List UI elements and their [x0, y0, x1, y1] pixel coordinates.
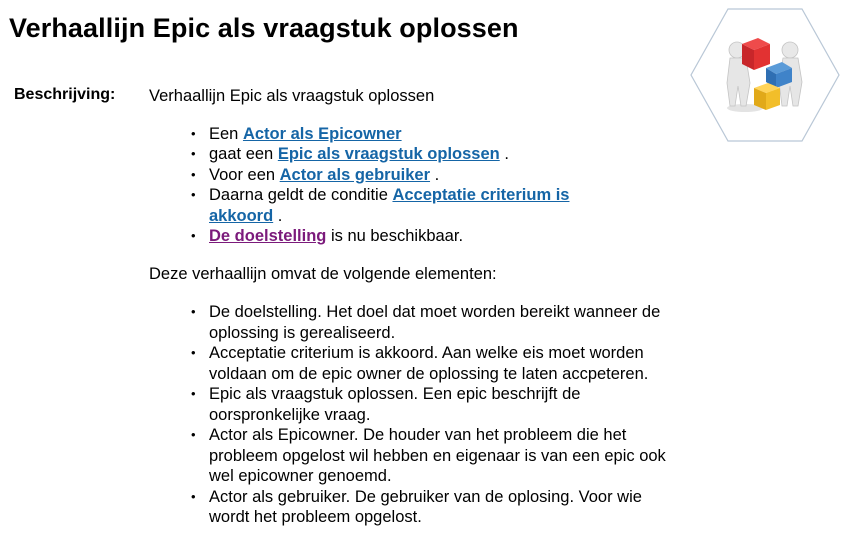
elements-list	[149, 302, 689, 528]
link-acceptatie-criterium-is-akkoord[interactable]: Acceptatie criterium is akkoord	[209, 186, 570, 225]
story-line-item: • De doelstelling is nu beschikbaar.	[149, 226, 609, 247]
puzzle-figures-icon	[690, 8, 840, 142]
story-line-item: • Een Actor als Epicowner	[149, 124, 609, 145]
link-de-doelstelling[interactable]: De doelstelling	[209, 227, 327, 245]
elements-intro: Deze verhaallijn omvat de volgende elementen:	[149, 264, 497, 283]
element-item: • Acceptatie criterium is akkoord. Aan welke eis moet worden voldaan om de epic owner de oplossing te laten accpeteren.	[149, 343, 679, 384]
story-line-item: • gaat een Epic als vraagstuk oplossen .	[149, 144, 609, 165]
description-text: Verhaallijn Epic als vraagstuk oplossen	[149, 87, 435, 105]
page-title: Verhaallijn Epic als vraagstuk oplossen	[9, 13, 519, 43]
link-actor-als-gebruiker[interactable]: Actor als gebruiker	[279, 165, 431, 184]
element-item: • De doelstelling. Het doel dat moet worden bereikt wanneer de oplossing is gerealiseerd.	[149, 302, 679, 343]
link-actor-als-epicowner[interactable]: Actor als Epicowner	[242, 124, 402, 143]
story-line-item: • Daarna geldt de conditie Acceptatie criterium is akkoord .	[149, 185, 609, 226]
story-line-list	[149, 124, 689, 247]
element-item: • Actor als gebruiker. De gebruiker van de oplosing. Voor wie wordt het probleem opgelost.	[149, 487, 679, 528]
element-item: • Actor als Epicowner. De houder van het probleem die het probleem opgelost wil hebben en eigenaar is van een epic ook wel epicowner genoemd.	[149, 425, 679, 487]
element-item: • Epic als vraagstuk oplossen. Een epic beschrijft de oorspronkelijke vraag.	[149, 384, 679, 425]
description-content	[149, 86, 689, 528]
link-epic-als-vraagstuk-oplossen[interactable]: Epic als vraagstuk oplossen	[277, 145, 500, 163]
story-line-item: • Voor een Actor als gebruiker .	[149, 165, 609, 186]
description-label: Beschrijving:	[14, 86, 116, 103]
